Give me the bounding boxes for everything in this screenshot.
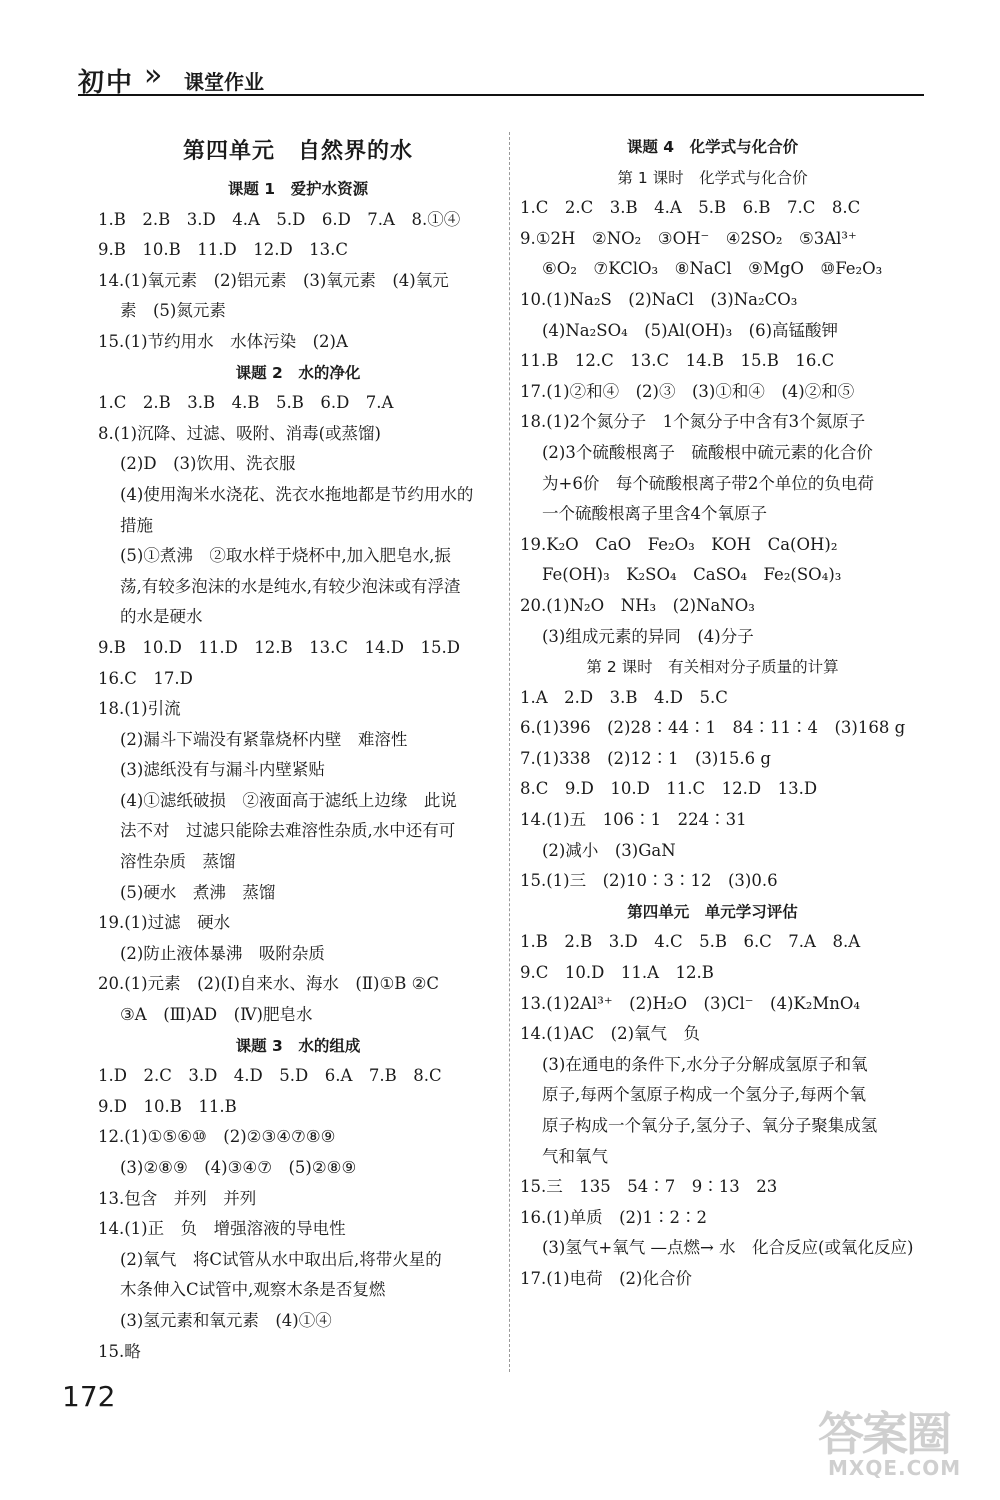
answer-line: 木条伸入C试管中,观察木条是否复燃 xyxy=(120,1280,386,1300)
answer-line: 素 (5)氮元素 xyxy=(120,301,226,321)
answer-line: (5)①煮沸 ②取水样于烧杯中,加入肥皂水,振 xyxy=(120,546,451,566)
answer-line: 7.(1)338 (2)12∶1 (3)15.6 g xyxy=(520,748,771,768)
answer-line: Fe(OH)₃ K₂SO₄ CaSO₄ Fe₂(SO₄)₃ xyxy=(542,565,842,585)
answer-line: (3)组成元素的异同 (4)分子 xyxy=(542,626,754,646)
section-heading-t4: 课题 4 化学式与化合价 xyxy=(626,138,799,156)
answer-line: (4)Na₂SO₄ (5)Al(OH)₃ (6)高锰酸钾 xyxy=(542,320,839,340)
page-number: 172 xyxy=(62,1380,116,1413)
answer-line: 8.(1)沉降、过滤、吸附、消毒(或蒸馏) xyxy=(98,423,381,443)
answer-line: 原子构成一个氧分子,氢分子、氧分子聚集成氢 xyxy=(542,1116,878,1135)
answer-line: 14.(1)氧元素 (2)铝元素 (3)氧元素 (4)氧元 xyxy=(98,270,449,290)
answer-line: (2)减小 (3)GaN xyxy=(542,840,676,860)
answer-line: 措施 xyxy=(120,515,153,535)
series-label: 初中 xyxy=(78,68,135,98)
answer-line: 13.包含 并列 并列 xyxy=(98,1188,257,1208)
answer-line: 17.(1)②和④ (2)③ (3)①和④ (4)②和⑤ xyxy=(520,381,855,401)
unit-title: 第四单元 自然界的水 xyxy=(182,139,413,164)
answer-line: (2)D (3)饮用、洗衣服 xyxy=(120,454,296,474)
answer-line: 15.(1)三 (2)10∶3∶12 (3)0.6 xyxy=(520,871,778,891)
answer-line: 9.B 10.B 11.D 12.D 13.C xyxy=(98,240,349,260)
answer-line: 1.C 2.B 3.B 4.B 5.B 6.D 7.A xyxy=(98,393,394,413)
answer-line: 15.三 135 54∶7 9∶13 23 xyxy=(520,1177,778,1197)
answer-line: 1.A 2.D 3.B 4.D 5.C xyxy=(520,687,728,707)
answer-line: (4)①滤纸破损 ②液面高于滤纸上边缘 此说 xyxy=(120,790,457,810)
answer-line: 9.D 10.B 11.B xyxy=(98,1096,237,1116)
answer-line: (2)防止液体暴沸 吸附杂质 xyxy=(120,943,325,963)
answer-line: 14.(1)AC (2)氧气 负 xyxy=(520,1024,701,1044)
answer-line: (3)滤纸没有与漏斗内壁紧贴 xyxy=(120,760,325,780)
answer-line: 14.(1)正 负 增强溶液的导电性 xyxy=(98,1219,346,1239)
page-header xyxy=(78,40,924,96)
answer-line: 原子,每两个氢原子构成一个氢分子,每两个氧 xyxy=(542,1085,866,1105)
answer-line: (2)3个硫酸根离子 硫酸根中硫元素的化合价 xyxy=(542,442,873,462)
answer-line: 14.(1)五 106∶1 224∶31 xyxy=(520,810,747,830)
answer-line: 10.(1)Na₂S (2)NaCl (3)Na₂CO₃ xyxy=(520,289,798,309)
answer-line: 一个硫酸根离子里含4个氧原子 xyxy=(542,504,767,524)
answer-line: 17.(1)电荷 (2)化合价 xyxy=(520,1268,692,1288)
subsection-heading-1: 第 1 课时 化学式与化合价 xyxy=(617,168,808,187)
answer-line: (2)氧气 将C试管从水中取出后,将带火星的 xyxy=(120,1249,442,1269)
answer-line: 19.K₂O CaO Fe₂O₃ KOH Ca(OH)₂ xyxy=(520,534,838,554)
answer-line: 12.(1)①⑤⑥⑩ (2)②③④⑦⑧⑨ xyxy=(98,1127,336,1147)
watermark-logo-text: 答案圈 xyxy=(818,1407,950,1461)
watermark-url: MXQE.COM xyxy=(828,1456,962,1480)
answer-line: 13.(1)2Al³⁺ (2)H₂O (3)Cl⁻ (4)K₂MnO₄ xyxy=(520,993,860,1013)
answer-line: (5)硬水 煮沸 蒸馏 xyxy=(120,882,276,902)
answer-line: 气和氧气 xyxy=(542,1146,608,1166)
answer-line: 的水是硬水 xyxy=(120,607,203,627)
answer-line: (3)氢气+氧气 —点燃→ 水 化合反应(或氧化反应) xyxy=(542,1238,914,1258)
answer-line: 荡,有较多泡沫的水是纯水,有较少泡沫或有浮渣 xyxy=(120,576,461,596)
answer-line: ⑥O₂ ⑦KClO₃ ⑧NaCl ⑨MgO ⑩Fe₂O₃ xyxy=(542,259,883,279)
answer-line: (3)②⑧⑨ (4)③④⑦ (5)②⑧⑨ xyxy=(120,1158,357,1177)
answer-line: (4)使用淘米水浇花、洗衣水拖地都是节约用水的 xyxy=(120,484,474,504)
watermark xyxy=(808,1398,988,1488)
right-column xyxy=(520,132,914,1295)
answer-line: 为+6价 每个硫酸根离子带2个单位的负电荷 xyxy=(542,473,874,493)
answer-line: 法不对 过滤只能除去难溶性杂质,水中还有可 xyxy=(120,821,456,841)
answer-line: (3)氢元素和氧元素 (4)①④ xyxy=(120,1310,332,1330)
header-rule xyxy=(78,94,924,96)
answer-line: 16.(1)单质 (2)1∶2∶2 xyxy=(520,1207,707,1227)
answer-line: 1.B 2.B 3.D 4.C 5.B 6.C 7.A 8.A xyxy=(520,932,861,952)
answer-line: 11.B 12.C 13.C 14.B 15.B 16.C xyxy=(520,351,835,371)
answer-line: (2)漏斗下端没有紧靠烧杯内壁 难溶性 xyxy=(120,729,408,749)
answer-line: 20.(1)元素 (2)(Ⅰ)自来水、海水 (Ⅱ)①B ②C xyxy=(98,974,440,994)
answer-line: (3)在通电的条件下,水分子分解成氢原子和氧 xyxy=(542,1054,868,1074)
section-heading-t1: 课题 1 爱护水资源 xyxy=(227,180,369,198)
answer-line: ③A (Ⅲ)AD (Ⅳ)肥皂水 xyxy=(120,1005,313,1025)
answer-line: 18.(1)引流 xyxy=(98,699,181,719)
answer-line: 16.C 17.D xyxy=(98,668,193,688)
subsection-heading-2: 第 2 课时 有关相对分子质量的计算 xyxy=(586,658,839,677)
answer-line: 9.①2H ②NO₂ ③OH⁻ ④2SO₂ ⑤3Al³⁺ xyxy=(520,228,857,248)
answer-line: 19.(1)过滤 硬水 xyxy=(98,913,231,933)
answer-line: 15.略 xyxy=(98,1341,141,1361)
answer-line: 8.C 9.D 10.D 11.C 12.D 13.D xyxy=(520,779,818,799)
section-heading-review: 第四单元 单元学习评估 xyxy=(627,902,798,921)
answer-line: 18.(1)2个氮分子 1个氮分子中含有3个氮原子 xyxy=(520,412,866,432)
answer-line: 20.(1)N₂O NH₃ (2)NaNO₃ xyxy=(520,595,755,615)
answer-line: 1.D 2.C 3.D 4.D 5.D 6.A 7.B 8.C xyxy=(98,1066,442,1086)
section-heading-t3: 课题 3 水的组成 xyxy=(235,1036,361,1055)
book-title: 课堂作业 xyxy=(184,70,264,94)
answer-line: 9.C 10.D 11.A 12.B xyxy=(520,963,714,983)
left-column xyxy=(98,132,498,1367)
answer-line: 15.(1)节约用水 水体污染 (2)A xyxy=(98,331,348,351)
answer-line: 溶性杂质 蒸馏 xyxy=(120,852,236,872)
answer-line: 9.B 10.D 11.D 12.B 13.C 14.D 15.D xyxy=(98,637,460,657)
answer-line: 6.(1)396 (2)28∶44∶1 84∶11∶4 (3)168 g xyxy=(520,718,906,738)
section-heading-t2: 课题 2 水的净化 xyxy=(235,363,361,382)
double-chevron-icon: » xyxy=(144,58,163,93)
answer-line: 1.C 2.C 3.B 4.A 5.B 6.B 7.C 8.C xyxy=(520,198,861,218)
column-divider xyxy=(509,132,510,1372)
answer-line: 1.B 2.B 3.D 4.A 5.D 6.D 7.A 8.①④ xyxy=(98,209,461,229)
